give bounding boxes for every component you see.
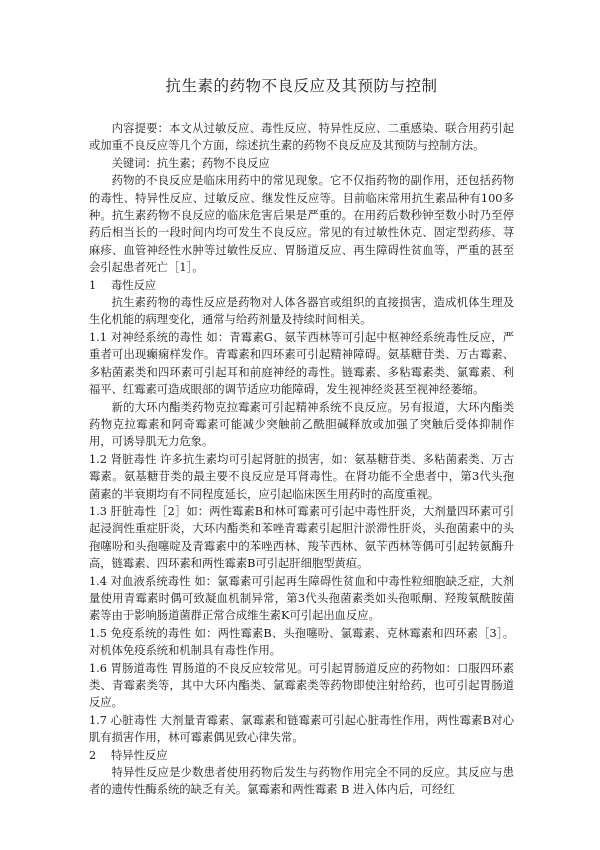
keywords: 关键词：抗生素；药物不良反应: [111, 156, 270, 170]
subsection-1-5: 1.5 免疫系统的毒性 如：两性霉素B、头孢噻吩、氯霉素、克林霉素和四环素［3］。对机体免疫系统和机制具有毒性作用。: [89, 626, 514, 658]
section-1-heading: [89, 277, 514, 294]
section-2-intro: 特异性反应是少数患者使用药物后发生与药物作用完全不同的反应。其反应与患者的遗传性酶系统的缺乏有关。氯霉素和两性霉素 B 进入体内后，可经红: [89, 766, 514, 797]
paper-page: [89, 76, 514, 799]
section-1-number: 1: [89, 278, 97, 292]
subsection-1-1-continued: 新的大环内酯类药物克拉霉素可引起精神系统不良反应。另有报道，大环内酯类药物克拉霉素和阿奇霉素可能减少突触前乙酰胆碱释放或加强了突触后受体抑制作用，可诱导肌无力危象。: [89, 400, 514, 449]
section-2-number: 2: [89, 748, 97, 762]
subsection-1-6: 1.6 胃肠道毒性 胃肠道的不良反应较常见。可引起胃肠道反应的药物如：口服四环素类、青霉素类等，其中大环内酯类、氯霉素类等药物即使注射给药，也可引起胃肠道反应。: [89, 661, 514, 710]
section-1-title: 毒性反应: [111, 278, 157, 292]
intro-paragraph: 药物的不良反应是临床用药中的常见现象。它不仅指药物的副作用，还包括药物的毒性、特异性反应、过敏反应、继发性反应等。目前临床常用抗生素品种有100多种。抗生素药物不良反应的临床危害后果是严重的。在用药后数秒钟至数小时乃至停药后相当长的一段时间内均可发生不良反应。常见的有过敏性休克、固定型药疹、荨麻疹、血管神经性水肿等过敏性反应、胃肠道反应、再生障碍性贫血等，严重的甚至会引起患者死亡［1］。: [89, 174, 514, 275]
subsection-1-4: 1.4 对血液系统毒性 如：氯霉素可引起再生障碍性贫血和中毒性粒细胞缺乏症，大剂量使用青霉素时偶可致凝血机制异常，第3代头孢菌素类如头孢哌酮、羟羧氧酰胺菌素等由于影响肠道菌群正常合成维生素K可引起出血反应。: [89, 574, 514, 623]
section-1-intro: 抗生素药物的毒性反应是药物对人体各器官或组织的直接损害，造成机体生理及生化机能的病理变化，通常与给药剂量及持续时间相关。: [89, 296, 514, 327]
subsection-1-3: 1.3 肝脏毒性［2］如：两性霉素B和林可霉素可引起中毒性肝炎，大剂量四环素可引起浸润性重症肝炎，大环内酯类和苯唑青霉素引起胆汁淤滞性肝炎，头孢菌素中的头孢噻吩和头孢噻啶及青霉素中的苯唑西林、羧苄西林、氨苄西林等偶可引起转氨酶升高，链霉素、四环素和两性霉素B可引起肝细胞型黄疸。: [89, 504, 514, 571]
subsection-1-1: 1.1 对神经系统的毒性 如：青霉素G、氨苄西林等可引起中枢神经系统毒性反应，严重者可出现癫痫样发作。青霉素和四环素可引起精神障碍。氨基糖苷类、万古霉素、多粘菌素类和四环素可引起耳和前庭神经的毒性。链霉素、多粘霉素类、氯霉素、利福平、红霉素可造成眼部的调节适应功能障碍，发生视神经炎甚至视神经萎缩。: [89, 330, 514, 397]
subsection-1-7: 1.7 心脏毒性 大剂量青霉素、氯霉素和链霉素可引起心脏毒性作用，两性霉素B对心肌有损害作用，林可霉素偶见致心律失常。: [89, 713, 514, 745]
abstract: 内容提要：本文从过敏反应、毒性反应、特异性反应、二重感染、联合用药引起或加重不良反应等几个方面，综述抗生素的药物不良反应及其预防与控制方法。: [89, 122, 514, 153]
subsection-1-2: 1.2 肾脏毒性 许多抗生素均可引起肾脏的损害，如：氨基糖苷类、多粘菌素类、万古霉素。氨基糖苷类的最主要不良反应是耳肾毒性。在肾功能不全患者中，第3代头孢菌素的半衰期均有不同程度延长，应引起临床医生用药时的高度重视。: [89, 452, 514, 501]
section-2-title: 特异性反应: [111, 748, 168, 762]
paper-title: 抗生素的药物不良反应及其预防与控制: [165, 77, 438, 95]
section-2-heading: [89, 747, 514, 764]
